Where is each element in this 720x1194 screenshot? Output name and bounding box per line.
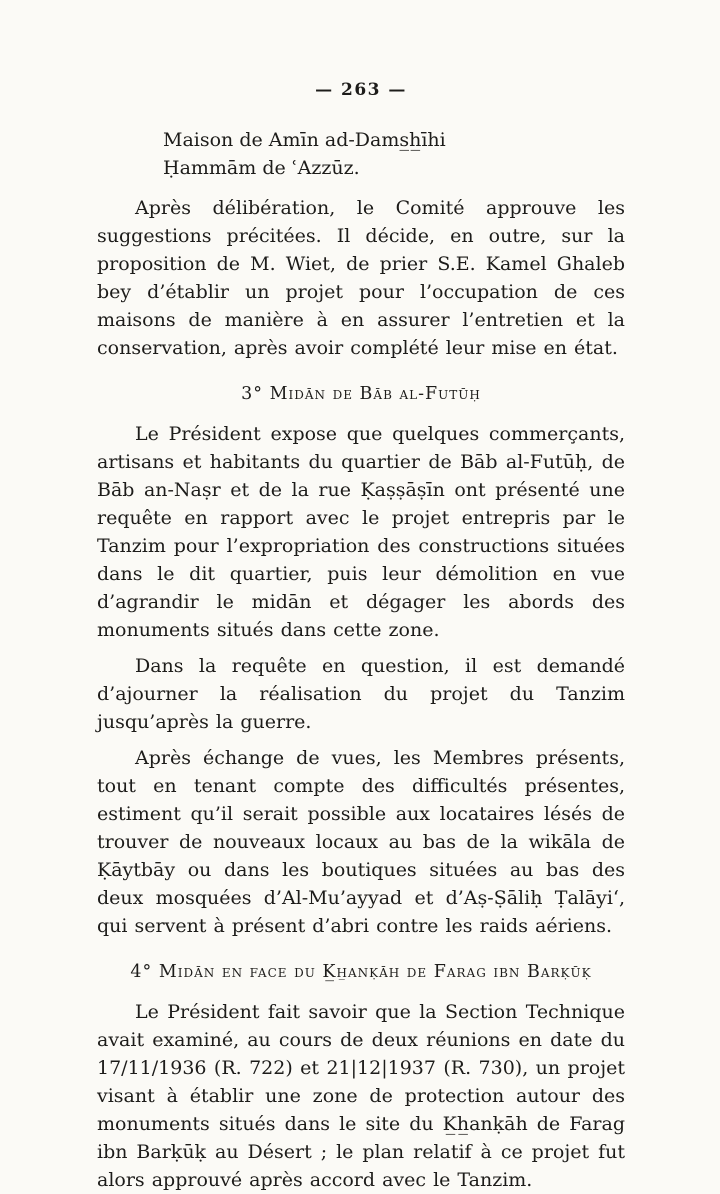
paragraph-committee-decision: Après délibération, le Comité approuve les suggestions précitées. Il décide, en outre, sur la proposition de M. Wiet, de prier S.E. Kamel Ghaleb bey d’établir un projet pour l’occupation de ces maisons de manière à en assurer l’entretien et la conservation, après avoir complété leur mise en état. [97,197,625,359]
section-3-paragraph-members: Après échange de vues, les Membres présents, tout en tenant compte des difficultés présentes, estiment qu’il serait possible aux locataires lésés de trouver de nouveaux locaux au bas de la wikāla de Ḳāytbāy ou dans les boutiques situées au bas des deux mosquées d’Al-Mu’ayyad et d’Aṣ-Ṣāliḥ Ṭalāyi‘, qui servent à présent d’abri contre les raids aériens. [97,747,625,937]
section-4-heading: 4° Midān en face du K̲h̲anḳāh de Farag ibn Barḳūḳ [130,962,592,982]
section-3-paragraph-request: Dans la requête en question, il est demandé d’ajourner la réalisation du projet du Tanzim jusqu’après la guerre. [97,655,625,733]
section-4-paragraph-technique: Le Président fait savoir que la Section Technique avait examiné, au cours de deux réunions en date du 17/11/1936 (R. 722) et 21|12|1937 (R. 730), un projet visant à établir une zone de protection autour des monuments situés dans le site du K̲h̲anḳāh de Farag ibn Barḳūḳ au Désert ; le plan relatif à ce projet fut alors approuvé après accord avec le Tanzim. [97,1001,625,1191]
monument-list-item-hammam: Ḥammām de ʿAzzūz. [163,157,360,179]
section-3-paragraph-president: Le Président expose que quelques commerçants, artisans et habitants du quartier de Bāb al-Futūḥ, de Bāb an-Naṣr et de la rue Ḳaṣṣāṣīn ont présenté une requête en rapport avec le projet entrepris par le Tanzim pour l’expropriation des constructions situées dans le dit quartier, puis leur démolition en vue d’agrandir le midān et dégager les abords des monuments situés dans cette zone. [97,423,625,641]
monument-list [97,126,625,182]
page-number: — 263 — [315,80,407,100]
section-3-heading: 3° Midān de Bāb al-Futūḥ [241,384,481,404]
monument-list-item-maison: Maison de Amīn ad-Dams̲h̲īhi [163,129,446,151]
